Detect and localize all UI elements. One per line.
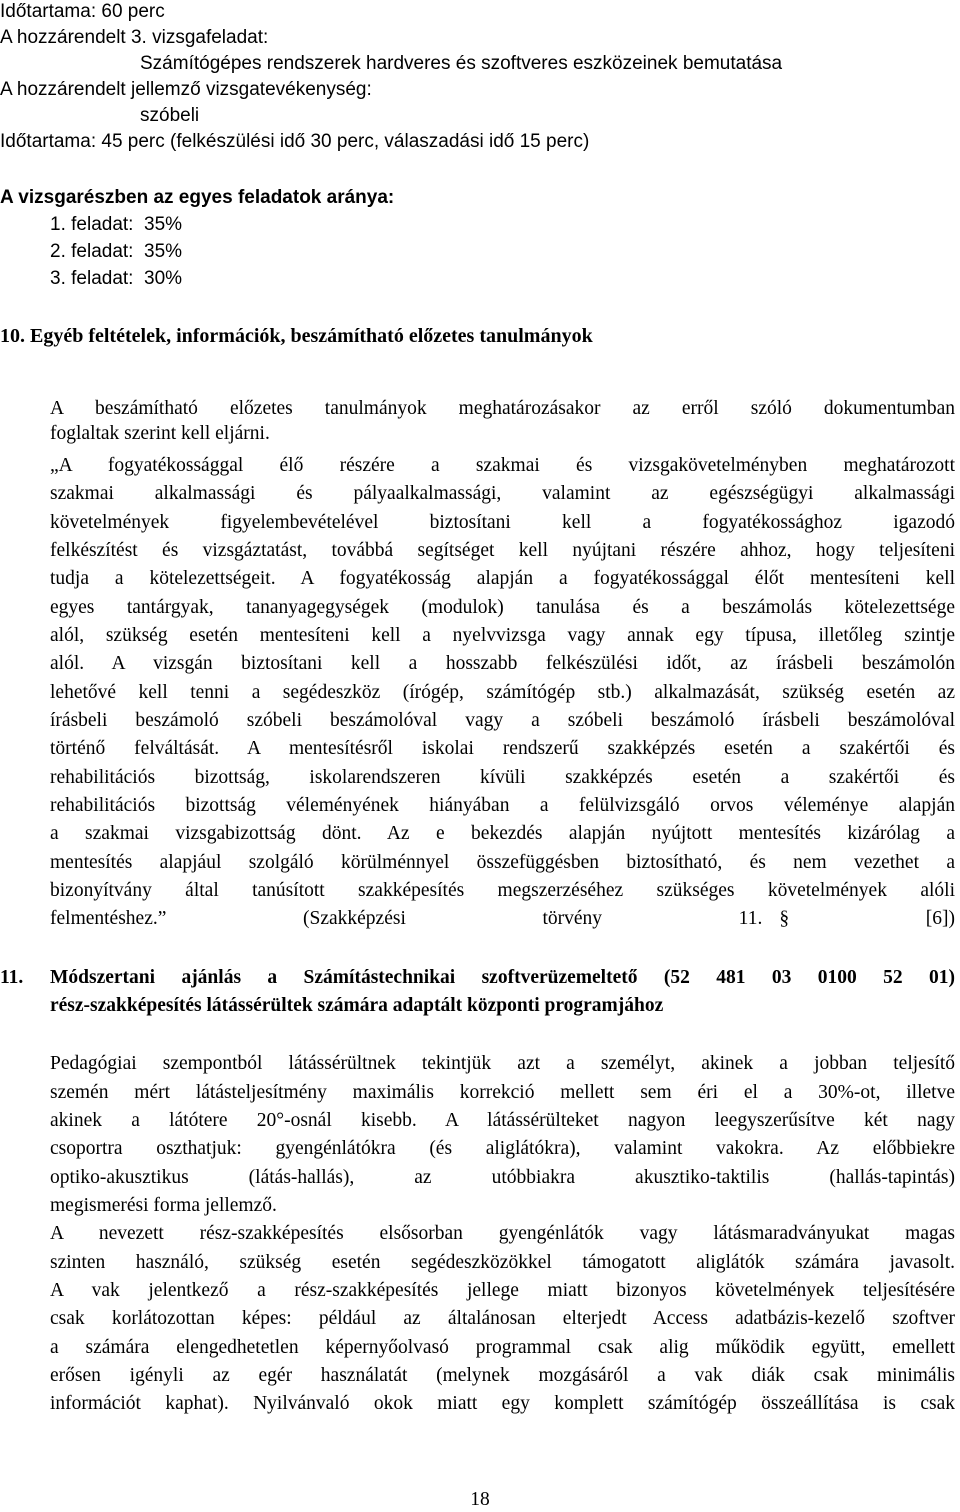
section-10-line: bizonyítvány által tanúsított szakképesítés megszerzéséhez szükséges követelmények alóli	[50, 880, 955, 901]
section-11-line: Pedagógiai szempontból látássérültnek tekintjük azt a személyt, akinek a jobban teljesítő	[50, 1053, 955, 1074]
ratio-heading: A vizsgarészben az egyes feladatok aránya:	[0, 187, 395, 208]
section-10-line: szakmai alkalmassági és pályaalkalmassági, valamint az egészségügyi alkalmassági	[50, 483, 955, 504]
section-11-line: erősen igényli az egér használatát (melynek mozgásáról a vak diák csak minimális	[50, 1365, 955, 1386]
section-11-line: a számára elengedhetetlen képernyőolvasó programmal csak alig működik együtt, emellett	[50, 1337, 955, 1358]
duration-line: Időtartama: 60 perc	[0, 1, 165, 22]
ratio-item: 1. feladat: 35%	[50, 214, 183, 235]
section-11-number: 11.	[0, 967, 24, 988]
ratio-item: 2. feladat: 35%	[50, 241, 183, 262]
ratio-item: 3. feladat: 30%	[50, 268, 183, 289]
section-11-heading-line-1: Módszertani ajánlás a Számítástechnikai szoftverüzemeltető (52 481 03 0100 52 01)	[50, 967, 955, 988]
activity-label: A hozzárendelt jellemző vizsgatevékenység:	[0, 79, 372, 100]
activity-value: szóbeli	[140, 105, 200, 126]
section-11-line: akinek a látótere 20°-osnál kisebb. A látássérülteket nagyon leegyszerűsítve két nagy	[50, 1110, 955, 1131]
section-11-heading-line-2: rész-szakképesítés látássérültek számára adaptált központi programjához	[50, 995, 664, 1016]
section-10-line: történő felváltását. A mentesítésről iskolai rendszerű szakképzés esetén a szakértői és	[50, 738, 955, 759]
section-11-line: A vak jelentkező a rész-szakképesítés jellege miatt bizonyos követelmények teljesítésére	[50, 1280, 955, 1301]
section-11-line: A nevezett rész-szakképesítés elsősorban gyengénlátók vagy látásmaradványukat magas	[50, 1223, 955, 1244]
section-11-line: információt kaphat). Nyilvánvaló okok miatt egy komplett számítógép összeállítása is csak	[50, 1393, 955, 1414]
section-10-line: felkészítést és vizsgáztatást, továbbá segítséget kell nyújtani részére ahhoz, hogy teljesíteni	[50, 540, 955, 561]
section-10-line: alól, szükség esetén mentesíteni kell a nyelvvizsga vagy annak egy típusa, illetőleg szintje	[50, 625, 955, 646]
section-10-line: tudja a kötelezettségeit. A fogyatékosság alapján a fogyatékossággal élőt mentesíteni kell	[50, 568, 955, 589]
duration-detail-line: Időtartama: 45 perc (felkészülési idő 30 perc, válaszadási idő 15 perc)	[0, 131, 590, 152]
section-10-line: A beszámítható előzetes tanulmányok meghatározásakor az erről szóló dokumentumban	[50, 398, 955, 419]
assigned-task-line: A hozzárendelt 3. vizsgafeladat:	[0, 27, 269, 48]
section-10-line: „A fogyatékossággal élő részére a szakmai és vizsgakövetelményben meghatározott	[50, 455, 955, 476]
section-10-line: alól. A vizsgán biztosítani kell a hosszabb felkészülési időt, az írásbeli beszámolón	[50, 653, 955, 674]
task-title: Számítógépes rendszerek hardveres és szoftveres eszközeinek bemutatása	[140, 53, 783, 74]
section-10-line: a szakmai vizsgabizottság dönt. Az e bekezdés alapján nyújtott mentesítés kizárólag a	[50, 823, 955, 844]
section-10-line: foglaltak szerint kell eljárni.	[50, 423, 270, 444]
section-10-line: felmentéshez.” (Szakképzési törvény 11. § [6])	[50, 908, 955, 929]
section-11-line: szemén mért látásteljesítmény maximális korrekció mellett sem éri el a 30%-ot, illetve	[50, 1082, 955, 1103]
section-11-line: szinten használó, szükség esetén segédeszközökkel támogatott aliglátók számára javasolt.	[50, 1252, 955, 1273]
section-10-heading: 10. Egyéb feltételek, információk, beszámítható előzetes tanulmányok	[0, 325, 593, 347]
section-10-line: rehabilitációs bizottság, iskolarendszeren kívüli szakképzés esetén a szakértői és	[50, 767, 955, 788]
section-10-line: egyes tantárgyak, tananyagegységek (modulok) tanulása és a beszámolás kötelezettsége	[50, 597, 955, 618]
section-11-line: csoportra oszthatjuk: gyengénlátókra (és aliglátókra), valamint vakokra. Az előbbiekre	[50, 1138, 955, 1159]
section-10-line: rehabilitációs bizottság véleményének hiányában a felülvizsgáló orvos véleménye alapján	[50, 795, 955, 816]
section-11-line: csak korlátozottan képes: például az általánosan elterjedt Access adatbázis-kezelő szoftver	[50, 1308, 955, 1329]
section-10-line: lehetővé kell tenni a segédeszköz (írógép, számítógép stb.) alkalmazását, szükség esetén az	[50, 682, 955, 703]
section-11-line: optiko-akusztikus (látás-hallás), az utóbbiakra akusztiko-taktilis (hallás-tapintás)	[50, 1167, 955, 1188]
section-10-line: mentesítés alapjául szolgáló körülménnyel összefüggésben biztosítható, és nem vezethet a	[50, 852, 955, 873]
page-number: 18	[470, 1489, 490, 1510]
section-10-line: írásbeli beszámoló szóbeli beszámolóval vagy a szóbeli beszámoló írásbeli beszámolóval	[50, 710, 955, 731]
section-11-line: megismerési forma jellemző.	[50, 1195, 277, 1216]
section-10-line: követelmények figyelembevételével biztosítani kell a fogyatékossághoz igazodó	[50, 512, 955, 533]
